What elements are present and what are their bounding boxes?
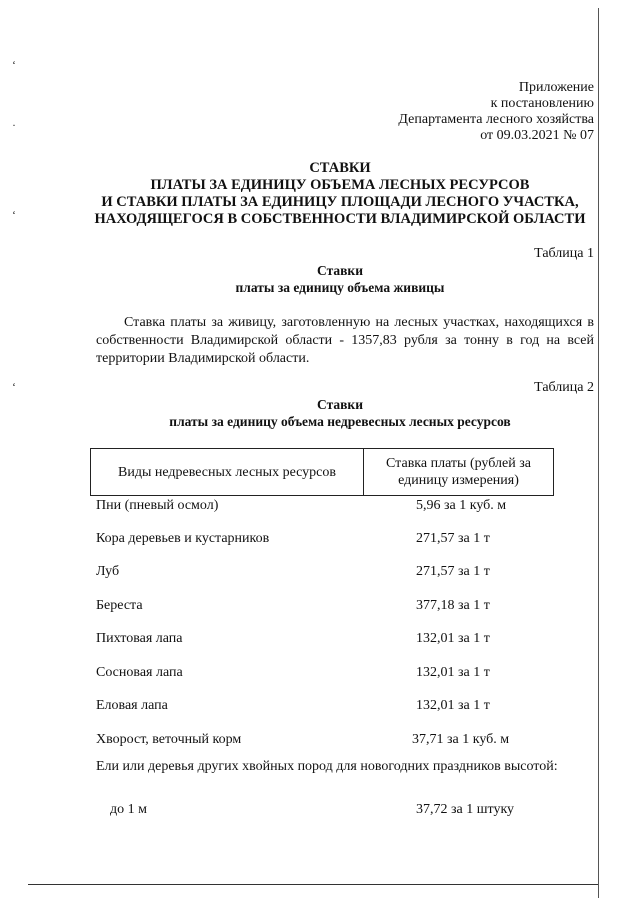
heading-line: платы за единицу объема недревесных лесных ресурсов <box>169 414 511 429</box>
resin-rate-paragraph: Ставка платы за живицу, заготовленную на лесных участках, находящихся в собственности Владимирской области - 1357,83 рубля за тонну в год на всей территории Владимирской области. <box>96 315 594 366</box>
rate-value: 132,01 за 1 т <box>416 698 490 713</box>
rate-value: 37,71 за 1 куб. м <box>412 732 510 747</box>
scan-mark: ‘ <box>12 208 16 222</box>
bottom-rule <box>28 884 598 885</box>
title-line: НАХОДЯЩЕГОСЯ В СОБСТВЕННОСТИ ВЛАДИМИРСКОЙ ОБЛАСТИ <box>94 211 586 227</box>
appendix-line: от 09.03.2021 № 07 <box>480 128 594 143</box>
rate-value: 37,72 за 1 штуку <box>416 802 515 817</box>
scan-mark: · <box>12 118 16 132</box>
resource-name: Сосновая лапа <box>96 665 183 680</box>
rate-value: 377,18 за 1 т <box>416 598 490 613</box>
appendix-header <box>398 80 594 144</box>
appendix-line: к постановлению <box>490 96 594 111</box>
right-margin-line <box>598 8 599 898</box>
resource-name: Хворост, веточный корм <box>96 732 242 747</box>
resource-name: Береста <box>96 598 143 613</box>
table2-heading <box>60 396 620 430</box>
title-line: И СТАВКИ ПЛАТЫ ЗА ЕДИНИЦУ ПЛОЩАДИ ЛЕСНОГО УЧАСТКА, <box>101 194 579 210</box>
heading-line: Ставки <box>317 397 363 412</box>
resource-name: Пни (пневый осмол) <box>96 498 219 513</box>
column-header-resource: Виды недревесных лесных ресурсов <box>91 449 364 496</box>
table1-label: Таблица 1 <box>534 246 594 261</box>
table-row <box>96 564 560 582</box>
scan-mark: ‘ <box>12 380 16 394</box>
document-title <box>60 160 620 228</box>
table2-label: Таблица 2 <box>534 380 594 395</box>
rate-value: 132,01 за 1 т <box>416 631 490 646</box>
table-row <box>96 631 560 649</box>
title-line: ПЛАТЫ ЗА ЕДИНИЦУ ОБЪЕМА ЛЕСНЫХ РЕСУРСОВ <box>150 177 530 193</box>
heading-line: Ставки <box>317 263 363 278</box>
table1-heading <box>60 262 620 296</box>
appendix-line: Департамента лесного хозяйства <box>398 112 594 127</box>
resource-name: Луб <box>96 564 120 579</box>
rate-value: 132,01 за 1 т <box>416 665 490 680</box>
table-row <box>96 802 560 820</box>
column-header-rate: Ставка платы (рублей за единицу измерения) <box>364 449 554 496</box>
appendix-line: Приложение <box>518 80 594 95</box>
rate-value: 271,57 за 1 т <box>416 564 490 579</box>
table-row <box>96 498 560 516</box>
table-row <box>96 732 560 750</box>
rate-value: 271,57 за 1 т <box>416 531 490 546</box>
table-row <box>96 665 560 683</box>
resource-name: Еловая лапа <box>96 698 168 713</box>
resource-name: Кора деревьев и кустарников <box>96 531 270 546</box>
table-row <box>96 598 560 616</box>
rates-table-header <box>90 448 554 496</box>
rate-value: 5,96 за 1 куб. м <box>416 498 507 513</box>
fir-trees-description: Ели или деревья других хвойных пород для новогодних праздников высотой: <box>96 759 558 774</box>
scan-mark: ‘ <box>12 58 16 72</box>
title-line: СТАВКИ <box>309 160 371 176</box>
resource-name: до 1 м <box>110 802 147 817</box>
heading-line: платы за единицу объема живицы <box>235 280 445 295</box>
table-row <box>96 531 560 549</box>
table-row <box>96 698 560 716</box>
resource-name: Пихтовая лапа <box>96 631 183 646</box>
